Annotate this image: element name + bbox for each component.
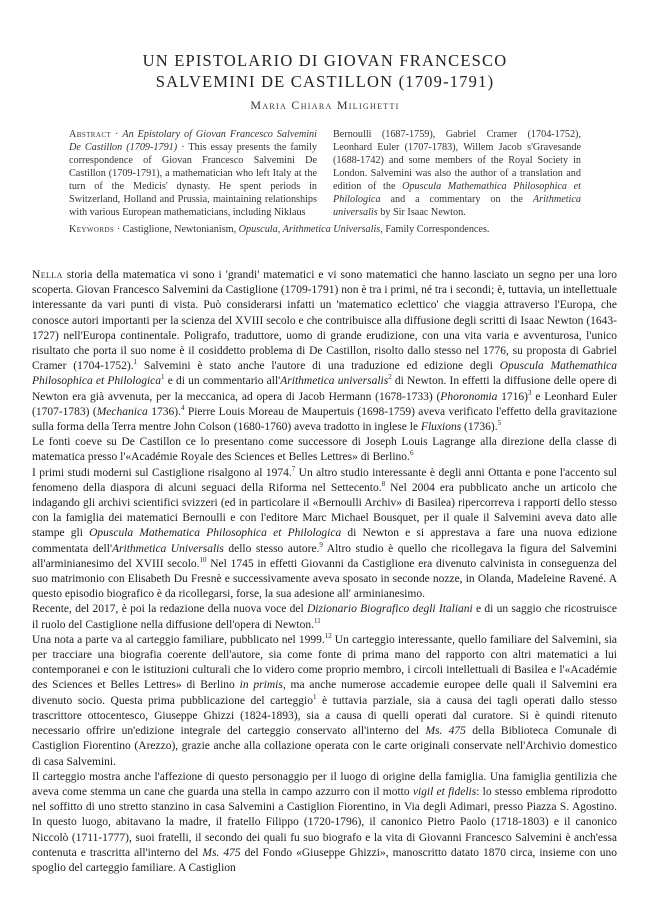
title-line-2: SALVEMINI DE CASTILLON (1709-1791) <box>155 72 495 91</box>
footnote-marker: 5 <box>497 419 502 428</box>
footnote-marker: 2 <box>388 373 392 382</box>
footnote-marker: 1 <box>161 373 165 382</box>
paragraph-5: Una nota a parte va al carteggio familiare, pubblicato nel 1999.12 Un carteggio interessante, quello familiare del Salvemini, sia per tracciare una biografia coerente dell'autore, sia come fonte di prima mano del rapporto con altri matematici a lui contemporanei e con le istituzioni culturali che lo videro come proprio membro, i circoli intellettuali di Basilea e l'«Académie des Sciences et Belles Lettres» di Berlino in primis, ma anche numerose accademie europee delle quali il Salvemini era divenuto socio. Questa prima pubblicazione del carteggio$^1$ è tuttavia parziale, sia a causa dei tagli operati dallo stesso trascrittore ottocentesco, Giuseppe Ghizzi (1824-1893), sia a causa di quelli operati dal curatore. Si è quindi ritenuto necessario offrire un'edizione integrale del carteggio conservato all'interno del Ms. 475 della Biblioteca Comunale di Castiglion Fiorentino (Arezzo), grazie anche alla collazione operata con le carte originali conservate nell'Archivio domestico di casa Salvemini. <box>32 632 618 768</box>
paragraph-6: Il carteggio mostra anche l'affezione di questo personaggio per il luogo di origine della famiglia. Una famiglia gentilizia che aveva come stemma un cane che guarda una stella in campo azzurro con il motto vigil et fidelis: lo stesso emblema riprodotto nel soffitto di uno stretto stanzino in casa Salvemini a Castiglion Fiorentino, in Via degli Adimari, presso Piazza S. Agostino. In questo luogo, abitavano la madre, il fratello Filippo (1720-1796), il canonico Pietro Paolo (1718-1803) e il canonico Niccolò (1711-1777), suoi fratelli, il secondo dei quali fu suo biografo e la vita di Giovanni Francesco Salvemini è anch'essa contenuta e trascritta all'interno del Ms. 475 del Fondo «Giuseppe Ghizzi», manoscritto datato 1870 circa, insieme con uno spoglio del carteggio familiare. A Castiglion <box>32 770 617 874</box>
title-line-1: UN EPISTOLARIO DI GIOVAN FRANCESCO <box>142 51 508 70</box>
paragraph-3: I primi studi moderni sul Castiglione risalgono al 1974.$^7$ Un altro studio interessante è degli anni Ottanta e pone l'accento sul fenomeno della diaspora di alcuni seguaci della Riforma nel Settecento.$^8$ Nel 2004 era pubblicato anche un articolo che indagando gli archivi scientifici svizzeri (ed in particolare il «Bernoulli Archiv» di Basilea) ripercorreva i rapporti dello stesso con la famiglia dei matematici Bernoulli e con l'editore Marc Michael Bousquet, per il quale il Salvemini aveva dato alle stampe gli Opuscula Mathematica Philosophica et Philologica di Newton e si apprestava a fare una nuova edizione commentata dell'Arithmetica Universalis dello stesso autore.$^9$ Altro studio è quello che ricollegava la figura del Salvemini all'arminianesimo del XVIII secolo.$^{10}$ Nel 1745 in effetti Giovanni da Castiglione era divenuto calvinista in conseguenza del suo matrimonio con Elisabeth Du Fresnè e successivamente aveva sposato in seconde nozze, in Olanda, Madeleine Ravené. A questo episodio biografico è da ricollegarsi, forse, la sua adesione all' arminianesimo. <box>32 464 618 601</box>
abstract-block <box>69 128 581 236</box>
drop-lead: Nella <box>32 269 63 281</box>
paragraph-1: Nella storia della matematica vi sono i 'grandi' matematici e vi sono matematici che hanno lasciato un segno per una loro scoperta. Giovan Francesco Salvemini da Castiglione (1709-1791) non è tra i primi, né tra i secondi; è, tuttavia, un intellettuale interessante da vari punti di vista. Può considerarsi infatti un 'matematico eclettico' che viaggia attraverso l'Europa, che conosce autori importanti per la scienza del XVIII secolo e che contribuisce alla diffusione degli scritti di Isaac Newton (1643-1727) nell'Europa continentale. Poligrafo, traduttore, uomo di grande erudizione, con una vita varia e avventurosa, l'unico risultato che porta il suo nome è il cosiddetto problema di De Castillon, risolto dallo stesso nel 1776, su proposta di Gabriel Cramer (1704-1752).$^1$ Salvemini è stato anche l'autore di una traduzione ed edizione degli Opuscula Mathemathica Philosophica et Philologica$^1$ e di un commentario all'Arithmetica universalis$^2$ di Newton. In effetti la diffusione delle opere di Newton era già avvenuta, per la meccanica, ad opera di Jacob Hermann (1678-1733) (Phoronomia 1716)$^3$ e Leonhard Euler (1707-1783) (Mechanica 1736).$^4$ Pierre Louis Moreau de Maupertuis (1698-1759) aveva verificato l'effetto della gravitazione sulla forma della Terra mentre John Colson (1680-1760) aveva tradotto in inglese le Fluxions (1736).$^5$ <box>32 269 618 434</box>
footnote-marker: 7 <box>291 464 296 473</box>
abstract-column-2: Bernoulli (1687-1759), Gabriel Cramer (1704-1752), Leonhard Euler (1707-1783), Willem Jacob s'Gravesande (1688-1742) and some members of the Royal Society in London. Salvemini was also the author of a translation and edition of the Opuscula Mathemathica Philosophica et Philologica and a commentary on the Arithmetica universalis by Sir Isaac Newton. <box>333 129 581 218</box>
abstract-column-1: Abstract · An Epistolary of Giovan Francesco Salvemini De Castillon (1709-1791) · This essay presents the family correspondence of Giovan Francesco Salvemini De Castillon (1709-1791), a mathematician who left Italy at the turn of the Medicis' dynasty. He spent periods in Switzerland, Holland and Prussia, maintaining relationships with various European mathematicians, including Niklaus <box>69 129 318 218</box>
footnote-marker: 4 <box>180 404 185 412</box>
body-text <box>32 268 617 876</box>
footnote-marker: 11 <box>313 616 321 625</box>
paragraph-2: Le fonti coeve su De Castillon ce lo presentano come successore di Joseph Louis Lagrange alla direzione della classe di matematica presso l'«Académie Royale des Sciences et Belles Lettres» di Berlino.$^6$ <box>32 436 617 464</box>
abstract-label: Abstract <box>69 129 112 140</box>
footnote-marker: 1 <box>133 358 138 367</box>
footnote-marker: 10 <box>199 556 207 565</box>
footnote-marker: 8 <box>381 480 386 489</box>
footnote-marker: 9 <box>319 540 323 549</box>
abstract-title: An Epistolary of Giovan Francesco Salvemini De Castillon (1709-1791) <box>69 129 317 153</box>
paragraph-4: Recente, del 2017, è poi la redazione della nuova voce del Dizionario Biografico degli Italiani e di un saggio che ricostruisce il ruolo del Castiglione nella diffusione dell'opera di Newton.$^{11}$ <box>32 603 617 631</box>
author-name: Maria Chiara Milighetti <box>250 98 400 112</box>
footnote-marker: 3 <box>528 388 532 397</box>
keywords-label: Keywords <box>69 224 115 235</box>
abstract-text: · This essay presents the family correspondence of Giovan Francesco Salvemini De Castillon (1709-1791), a mathematician who left Italy at the turn of the Medicis' dynasty. He spent periods in Switzerland, Holland and Prussia, maintaining relationships with various European mathematicians, including Niklaus <box>69 142 318 218</box>
keywords-line: Keywords · Castiglione, Newtonianism, Opuscula, Arithmetica Universalis, Family Correspondences. <box>69 224 490 235</box>
footnote-marker: 12 <box>324 632 332 641</box>
footnote-marker: 1 <box>312 692 317 701</box>
footnote-marker: 6 <box>409 449 414 458</box>
article-title <box>0 50 650 92</box>
